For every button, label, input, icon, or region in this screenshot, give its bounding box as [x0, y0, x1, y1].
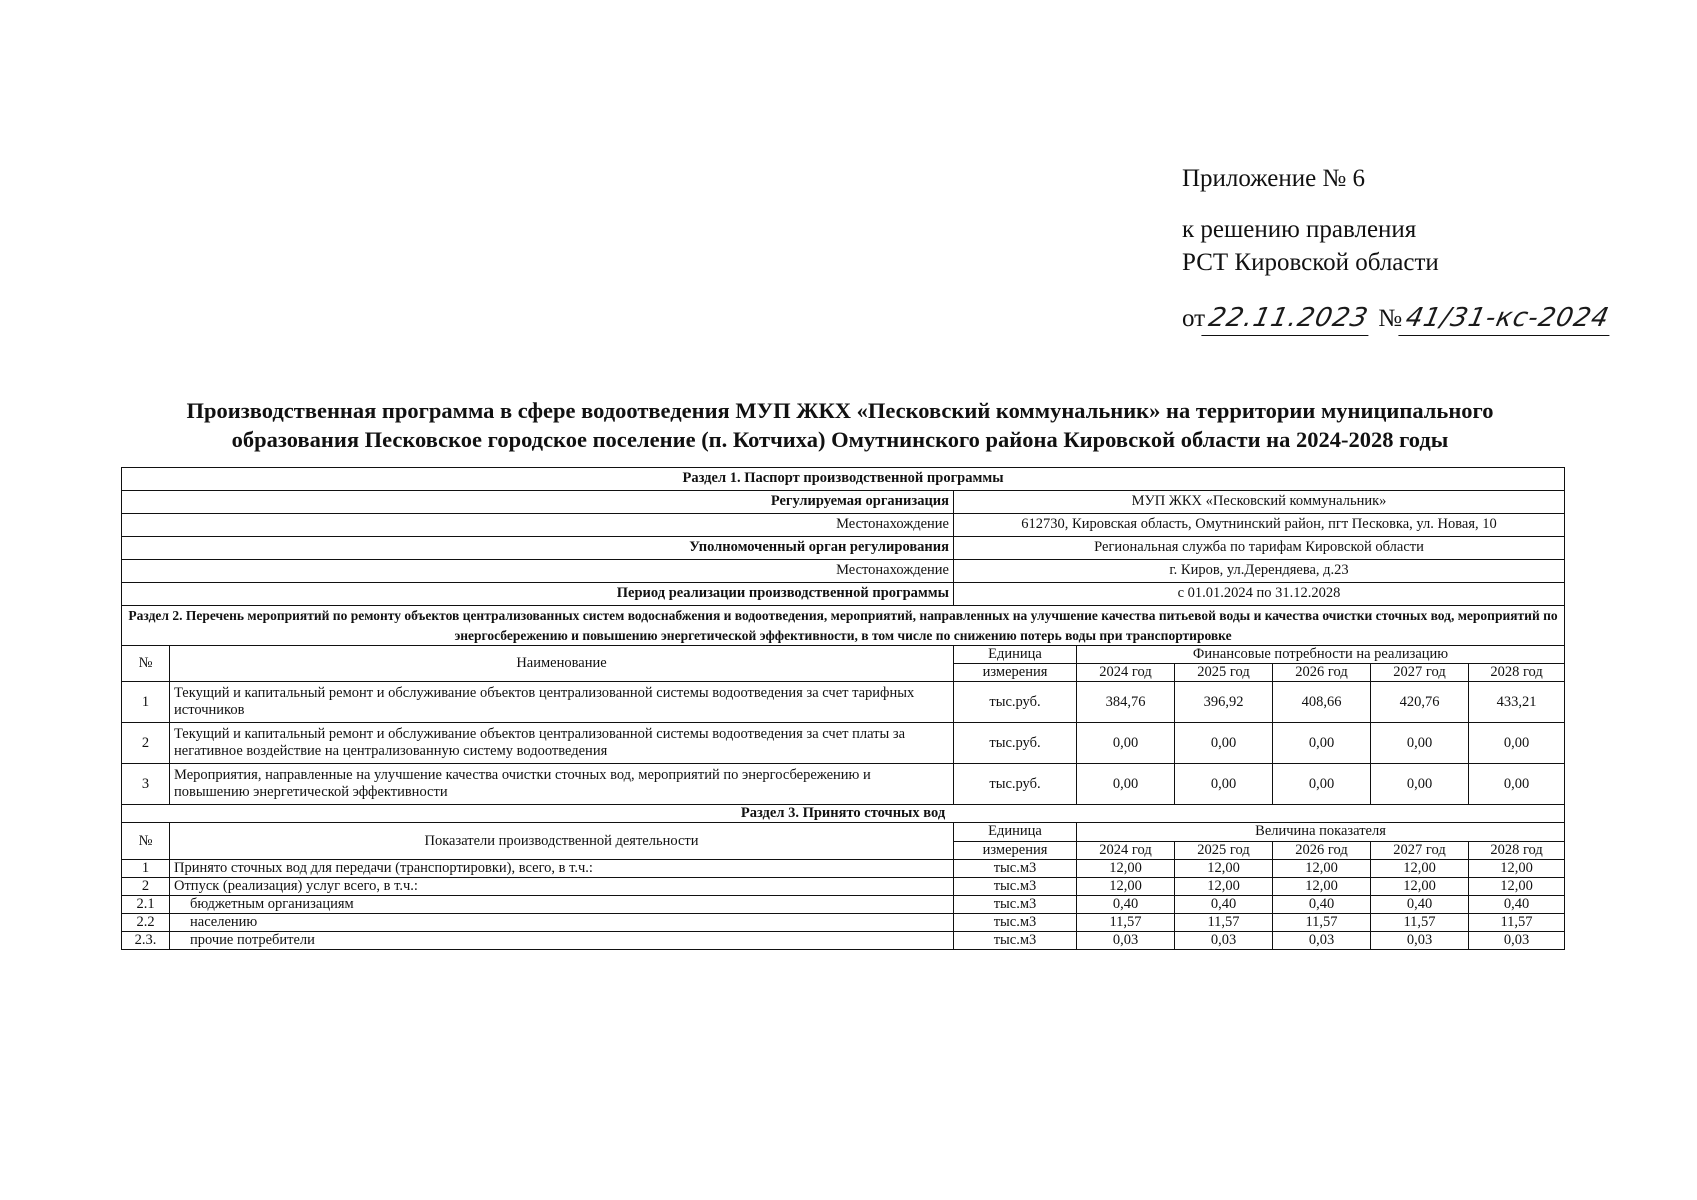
section2-heading: Раздел 2. Перечень мероприятий по ремонту объектов централизованных систем водоснабжения и водоотведения, мероприятий, направленных на улучшение качества питьевой воды и качества очистки сточных вод, мероприятий по энергосбережению и повышению энергетической эффективности, в том числе по снижению потерь воды при транспортировке: [122, 606, 1565, 646]
year-header: 2024 год: [1077, 841, 1175, 859]
value-cell: 11,57: [1175, 914, 1273, 932]
table-row: [122, 877, 1565, 895]
row-unit: тыс.м3: [954, 877, 1077, 895]
value-cell: 12,00: [1077, 877, 1175, 895]
appendix-block: [1182, 162, 1613, 336]
date-prefix: от: [1182, 305, 1206, 332]
row-number: 2.1: [122, 895, 170, 913]
passport-row: [122, 491, 1565, 514]
value-cell: 0,00: [1273, 723, 1371, 764]
col-unit-header-2: измерения: [954, 664, 1077, 682]
row-number: 2: [122, 877, 170, 895]
row-unit: тыс.руб.: [954, 682, 1077, 723]
decision-date-number: [1182, 301, 1613, 336]
passport-row: [122, 537, 1565, 560]
row-number: 2.2: [122, 914, 170, 932]
col-group-header: Финансовые потребности на реализацию: [1077, 646, 1565, 664]
value-cell: 420,76: [1371, 682, 1469, 723]
section3-heading: Раздел 3. Принято сточных вод: [122, 805, 1565, 823]
section2-header-row: [122, 646, 1565, 664]
value-cell: 12,00: [1273, 877, 1371, 895]
value-cell: 408,66: [1273, 682, 1371, 723]
value-cell: 11,57: [1273, 914, 1371, 932]
col-unit-header-1: Единица: [954, 823, 1077, 841]
value-cell: 0,03: [1175, 932, 1273, 950]
value-cell: 0,00: [1175, 764, 1273, 805]
document-title: [120, 396, 1560, 455]
decision-line-1: к решению правления: [1182, 216, 1417, 243]
table-row: [122, 723, 1565, 764]
row-name: Отпуск (реализация) услуг всего, в т.ч.:: [170, 877, 954, 895]
value-cell: 11,57: [1469, 914, 1565, 932]
value-cell: 0,03: [1077, 932, 1175, 950]
table-row: [122, 914, 1565, 932]
table-row: [122, 764, 1565, 805]
number-prefix: №: [1378, 305, 1403, 332]
value-cell: 12,00: [1371, 877, 1469, 895]
value-cell: 0,00: [1273, 764, 1371, 805]
value-cell: 0,03: [1469, 932, 1565, 950]
row-number: 2: [122, 723, 170, 764]
value-cell: 0,40: [1273, 895, 1371, 913]
row-unit: тыс.м3: [954, 914, 1077, 932]
section1-heading: Раздел 1. Паспорт производственной программы: [122, 468, 1565, 491]
year-header: 2028 год: [1469, 841, 1565, 859]
passport-label: Местонахождение: [122, 560, 954, 583]
row-name: Текущий и капитальный ремонт и обслуживание объектов централизованной системы водоотведения за счет тарифных источников: [170, 682, 954, 723]
col-number-header: №: [122, 823, 170, 859]
value-cell: 12,00: [1469, 859, 1565, 877]
passport-label: Местонахождение: [122, 514, 954, 537]
value-cell: 12,00: [1371, 859, 1469, 877]
row-unit: тыс.м3: [954, 932, 1077, 950]
value-cell: 12,00: [1273, 859, 1371, 877]
passport-value: с 01.01.2024 по 31.12.2028: [954, 583, 1565, 606]
year-header: 2025 год: [1175, 841, 1273, 859]
value-cell: 0,03: [1371, 932, 1469, 950]
value-cell: 0,00: [1469, 723, 1565, 764]
value-cell: 11,57: [1371, 914, 1469, 932]
year-header: 2026 год: [1273, 841, 1371, 859]
passport-row: [122, 583, 1565, 606]
section1-heading-row: [122, 468, 1565, 491]
col-group-header: Величина показателя: [1077, 823, 1565, 841]
value-cell: 0,00: [1077, 723, 1175, 764]
year-header: 2027 год: [1371, 841, 1469, 859]
table-row: [122, 932, 1565, 950]
row-name: населению: [170, 914, 954, 932]
passport-value: МУП ЖКХ «Песковский коммунальник»: [954, 491, 1565, 514]
passport-label: Уполномоченный орган регулирования: [122, 537, 954, 560]
value-cell: 12,00: [1077, 859, 1175, 877]
handwritten-date: 22.11.2023: [1201, 301, 1375, 336]
row-unit: тыс.руб.: [954, 723, 1077, 764]
value-cell: 0,03: [1273, 932, 1371, 950]
value-cell: 0,40: [1469, 895, 1565, 913]
passport-value: 612730, Кировская область, Омутнинский район, пгт Песковка, ул. Новая, 10: [954, 514, 1565, 537]
row-name: Мероприятия, направленные на улучшение качества очистки сточных вод, мероприятий по энергосбережению и повышению энергетической эффективности: [170, 764, 954, 805]
col-unit-header-2: измерения: [954, 841, 1077, 859]
row-number: 1: [122, 859, 170, 877]
row-name: прочие потребители: [170, 932, 954, 950]
col-name-header: Показатели производственной деятельности: [170, 823, 954, 859]
value-cell: 433,21: [1469, 682, 1565, 723]
row-number: 2.3.: [122, 932, 170, 950]
row-unit: тыс.м3: [954, 895, 1077, 913]
row-number: 3: [122, 764, 170, 805]
passport-label: Регулируемая организация: [122, 491, 954, 514]
value-cell: 12,00: [1175, 877, 1273, 895]
year-header: 2028 год: [1469, 664, 1565, 682]
section2-heading-row: [122, 606, 1565, 646]
year-header: 2027 год: [1371, 664, 1469, 682]
value-cell: 0,00: [1371, 764, 1469, 805]
value-cell: 0,40: [1077, 895, 1175, 913]
table-row: [122, 682, 1565, 723]
value-cell: 0,40: [1371, 895, 1469, 913]
year-header: 2026 год: [1273, 664, 1371, 682]
value-cell: 396,92: [1175, 682, 1273, 723]
row-name: Текущий и капитальный ремонт и обслуживание объектов централизованной системы водоотведения за счет платы за негативное воздействие на централизованную систему водоотведения: [170, 723, 954, 764]
row-unit: тыс.руб.: [954, 764, 1077, 805]
value-cell: 0,00: [1175, 723, 1273, 764]
passport-value: Региональная служба по тарифам Кировской области: [954, 537, 1565, 560]
year-header: 2024 год: [1077, 664, 1175, 682]
title-line-1: Производственная программа в сфере водоотведения МУП ЖКХ «Песковский коммунальник» на территории муниципального: [186, 398, 1494, 423]
value-cell: 11,57: [1077, 914, 1175, 932]
value-cell: 0,00: [1077, 764, 1175, 805]
decision-line-2: РСТ Кировской области: [1182, 249, 1439, 276]
passport-row: [122, 560, 1565, 583]
row-name: Принято сточных вод для передачи (транспортировки), всего, в т.ч.:: [170, 859, 954, 877]
passport-row: [122, 514, 1565, 537]
row-name: бюджетным организациям: [170, 895, 954, 913]
value-cell: 0,00: [1371, 723, 1469, 764]
table-row: [122, 859, 1565, 877]
passport-value: г. Киров, ул.Дерендяева, д.23: [954, 560, 1565, 583]
program-table: [121, 467, 1565, 950]
value-cell: 12,00: [1175, 859, 1273, 877]
value-cell: 0,40: [1175, 895, 1273, 913]
passport-label: Период реализации производственной программы: [122, 583, 954, 606]
table-row: [122, 895, 1565, 913]
title-line-2: образования Песковское городское поселение (п. Котчиха) Омутнинского района Кировской области на 2024-2028 годы: [231, 427, 1449, 453]
col-name-header: Наименование: [170, 646, 954, 682]
row-unit: тыс.м3: [954, 859, 1077, 877]
value-cell: 0,00: [1469, 764, 1565, 805]
section3-heading-row: [122, 805, 1565, 823]
year-header: 2025 год: [1175, 664, 1273, 682]
handwritten-number: 41/31-кс-2024: [1398, 301, 1616, 336]
value-cell: 384,76: [1077, 682, 1175, 723]
section3-header-row: [122, 823, 1565, 841]
col-unit-header-1: Единица: [954, 646, 1077, 664]
value-cell: 12,00: [1469, 877, 1565, 895]
appendix-number: Приложение № 6: [1182, 165, 1366, 192]
col-number-header: №: [122, 646, 170, 682]
row-number: 1: [122, 682, 170, 723]
